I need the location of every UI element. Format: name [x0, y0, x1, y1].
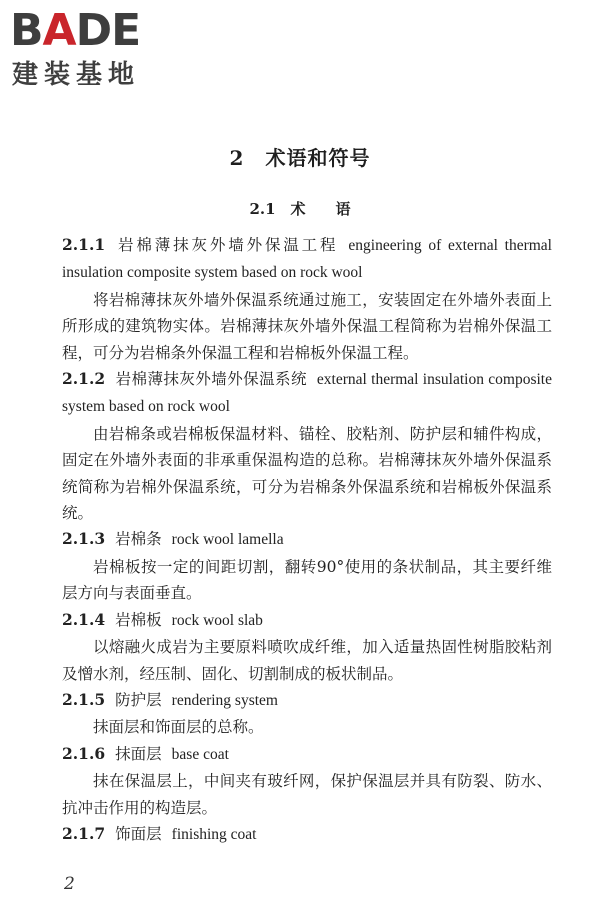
term-entry [62, 366, 552, 526]
term-heading [62, 607, 552, 634]
term-number: 2.1.7 [62, 823, 106, 843]
term-number: 2.1.3 [62, 529, 106, 549]
page-number: 2 [64, 874, 75, 894]
term-definition: 岩棉板按一定的间距切割，翻转90°使用的条状制品，其主要纤维层方向与表面垂直。 [62, 557, 552, 603]
term-definition: 抹面层和饰面层的总称。 [93, 718, 264, 737]
term-heading [62, 526, 552, 553]
term-chinese: 岩棉条 [115, 530, 162, 549]
term-number: 2.1.6 [62, 743, 106, 763]
term-chinese: 饰面层 [115, 824, 162, 843]
section-title: 2.1 术 语 [249, 200, 351, 218]
term-english: base coat [171, 745, 229, 763]
term-entry [62, 232, 552, 366]
chapter-title: 2 术语和符号 [229, 146, 371, 170]
term-heading [62, 232, 552, 287]
term-heading [62, 687, 552, 714]
logo-letters-de: DE [75, 5, 141, 56]
term-english: rendering system [171, 691, 278, 709]
terms-list [62, 232, 552, 848]
term-english: finishing coat [171, 825, 257, 843]
term-number: 2.1.4 [62, 609, 106, 629]
term-definition: 将岩棉薄抹灰外墙外保温系统通过施工，安装固定在外墙外表面上所形成的建筑物实体。岩棉薄抹灰外墙外保温工程简称为岩棉外保温工程，可分为岩棉条外保温工程和岩棉板外保温工程。 [62, 290, 552, 362]
term-definition: 以熔融火成岩为主要原料喷吹成纤维，加入适量热固性树脂胶粘剂及憎水剂，经压制、固化、切割制成的板状制品。 [62, 638, 552, 683]
term-number: 2.1.2 [62, 369, 106, 389]
term-english: rock wool lamella [171, 531, 284, 549]
term-english: external thermal insulation composite system based on rock wool [62, 371, 552, 416]
term-heading [62, 366, 552, 421]
term-chinese: 岩棉薄抹灰外墙外保温系统 [115, 370, 307, 389]
term-entry [62, 821, 552, 848]
term-entry [62, 607, 552, 687]
logo-letter-a: A [42, 5, 76, 56]
term-english: rock wool slab [171, 611, 263, 629]
term-entry [62, 526, 552, 606]
term-definition: 抹在保温层上，中间夹有玻纤网，保护保温层并具有防裂、防水、抗冲击作用的构造层。 [62, 772, 552, 817]
term-chinese: 抹面层 [115, 744, 162, 763]
term-chinese: 防护层 [115, 690, 162, 709]
term-chinese: 岩棉板 [115, 610, 162, 629]
term-entry [62, 741, 552, 821]
term-number: 2.1.5 [62, 689, 106, 709]
term-heading [62, 741, 552, 768]
bade-logo [10, 5, 180, 98]
term-number: 2.1.1 [62, 235, 106, 254]
term-english: engineering of external thermal insulation composite system based on rock wool [62, 237, 552, 282]
term-heading [62, 821, 552, 848]
term-definition: 由岩棉条或岩棉板保温材料、锚栓、胶粘剂、防护层和辅件构成，固定在外墙外表面的非承重保温构造的总称。岩棉薄抹灰外墙外保温系统简称为岩棉外保温系统，可分为岩棉条外保温系统和岩棉板外保温系统。 [62, 424, 552, 523]
logo-wordmark [10, 5, 141, 56]
logo-letter-b: B [10, 5, 43, 56]
term-entry [62, 687, 552, 741]
logo-subtitle: 建装基地 [12, 60, 141, 90]
term-chinese: 岩棉薄抹灰外墙外保温工程 [115, 236, 339, 254]
